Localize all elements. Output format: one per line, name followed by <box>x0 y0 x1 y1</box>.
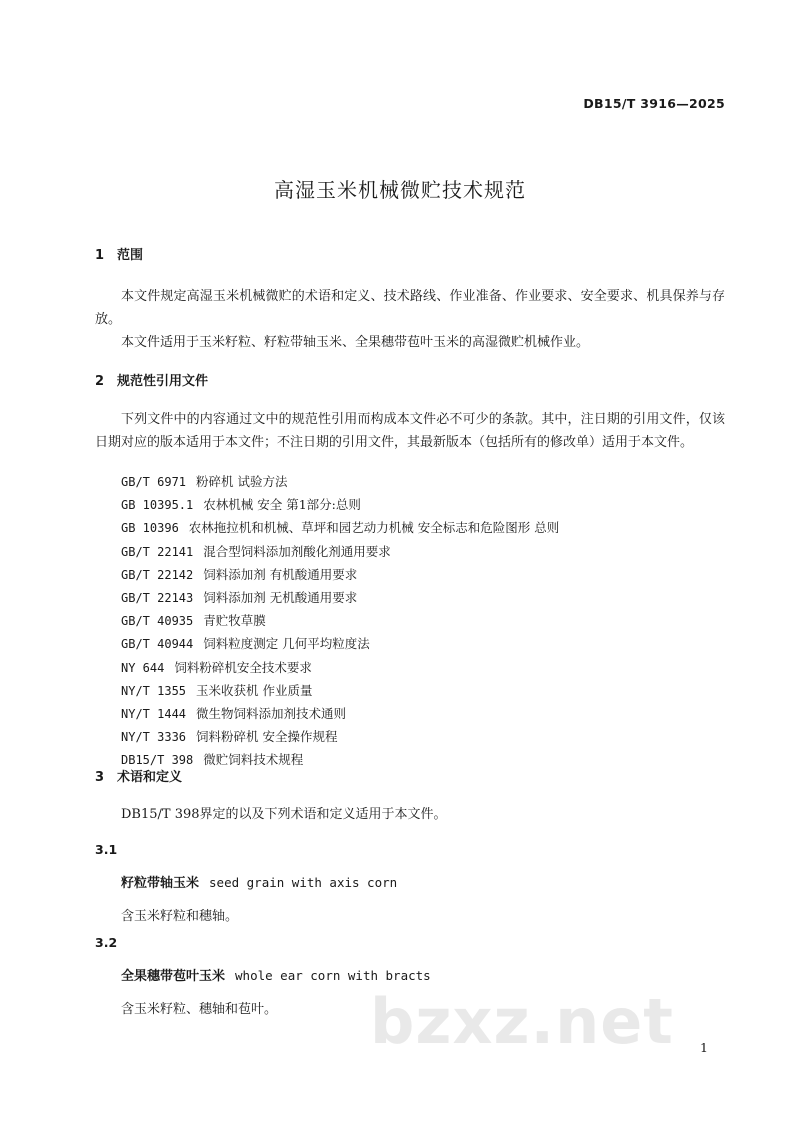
section-heading-scope <box>95 244 143 263</box>
reference-item <box>121 656 559 679</box>
section-number: 1 <box>95 248 105 263</box>
reference-item <box>121 563 559 586</box>
reference-title: 粉碎机 试验方法 <box>196 474 288 489</box>
reference-code: NY/T 1355 <box>121 683 187 698</box>
reference-item <box>121 516 559 539</box>
reference-code: GB 10396 <box>121 521 179 536</box>
terms-intro-paragraph: DB15/T 398界定的以及下列术语和定义适用于本文件。 <box>121 807 447 822</box>
reference-title: 饲料粒度测定 几何平均粒度法 <box>203 636 370 652</box>
section-number: 2 <box>95 374 105 389</box>
term-en: whole ear corn with bracts <box>235 968 431 983</box>
reference-title: 农林拖拉机和机械、草坪和园艺动力机械 安全标志和危险图形 总则 <box>188 520 560 536</box>
term-zh: 籽粒带轴玉米 <box>121 876 200 891</box>
reference-code: GB/T 40935 <box>121 614 194 629</box>
term-number: 3.1 <box>95 842 118 857</box>
section-number: 3 <box>95 770 105 785</box>
reference-item <box>121 540 559 563</box>
reference-title: 农林机械 安全 第1部分:总则 <box>203 497 361 513</box>
reference-item <box>121 609 559 632</box>
section-title: 规范性引用文件 <box>117 374 209 389</box>
reference-code: NY/T 3336 <box>121 730 187 745</box>
reference-item <box>121 679 559 702</box>
scope-paragraph-1: 本文件规定高湿玉米机械微贮的术语和定义、技术路线、作业准备、作业要求、安全要求、机具保养与存放。 <box>95 289 725 327</box>
reference-code: GB/T 22143 <box>121 590 194 605</box>
reference-title: 微贮饲料技术规程 <box>203 752 304 768</box>
scope-paragraph-2: 本文件适用于玉米籽粒、籽粒带轴玉米、全果穗带苞叶玉米的高湿微贮机械作业。 <box>121 335 590 350</box>
reference-item <box>121 632 559 655</box>
reference-item <box>121 748 559 771</box>
references-intro-paragraph: 下列文件中的内容通过文中的规范性引用而构成本文件必不可少的条款。其中，注日期的引用文件，仅该日期对应的版本适用于本文件；不注日期的引用文件，其最新版本（包括所有的修改单）适用于本文件。 <box>95 412 725 450</box>
section-heading-normative-references <box>95 370 208 389</box>
reference-title: 青贮牧草膜 <box>203 613 266 629</box>
reference-code: GB/T 40944 <box>121 637 194 652</box>
reference-code: GB/T 6971 <box>121 475 187 489</box>
reference-item <box>121 586 559 609</box>
reference-code: NY 644 <box>121 660 165 675</box>
reference-title: 饲料粉碎机 安全操作规程 <box>196 729 338 745</box>
reference-title: 饲料添加剂 无机酸通用要求 <box>203 589 358 605</box>
page-number: 1 <box>700 1040 708 1055</box>
reference-title: 玉米收获机 作业质量 <box>196 682 313 698</box>
term-zh: 全果穗带苞叶玉米 <box>121 969 226 984</box>
reference-title: 饲料粉碎机安全技术要求 <box>174 659 312 675</box>
reference-list <box>121 470 559 771</box>
reference-code: GB 10395.1 <box>121 498 194 513</box>
term-en: seed grain with axis corn <box>209 875 398 890</box>
reference-title: 混合型饲料添加剂酸化剂通用要求 <box>203 543 391 559</box>
reference-code: DB15/T 398 <box>121 753 194 768</box>
section-title: 范围 <box>117 248 144 263</box>
reference-title: 微生物饲料添加剂技术通则 <box>196 705 347 721</box>
reference-item <box>121 702 559 725</box>
term-definition: 含玉米籽粒和穗轴。 <box>121 909 239 924</box>
term-definition: 含玉米籽粒、穗轴和苞叶。 <box>121 1002 278 1017</box>
term-number: 3.2 <box>95 935 118 950</box>
section-heading-terms <box>95 766 182 785</box>
term-title <box>121 965 431 984</box>
reference-code: NY/T 1444 <box>121 706 187 721</box>
reference-item <box>121 725 559 748</box>
reference-item <box>121 470 559 493</box>
reference-code: GB/T 22142 <box>121 567 194 582</box>
reference-title: 饲料添加剂 有机酸通用要求 <box>203 566 358 582</box>
reference-item <box>121 493 559 516</box>
watermark: bzxz.net <box>370 985 674 1058</box>
section-title: 术语和定义 <box>117 770 183 785</box>
document-title: 高湿玉米机械微贮技术规范 <box>274 178 526 202</box>
standard-code: DB15/T 3916—2025 <box>583 96 725 111</box>
term-title <box>121 872 397 891</box>
reference-code: GB/T 22141 <box>121 544 194 559</box>
